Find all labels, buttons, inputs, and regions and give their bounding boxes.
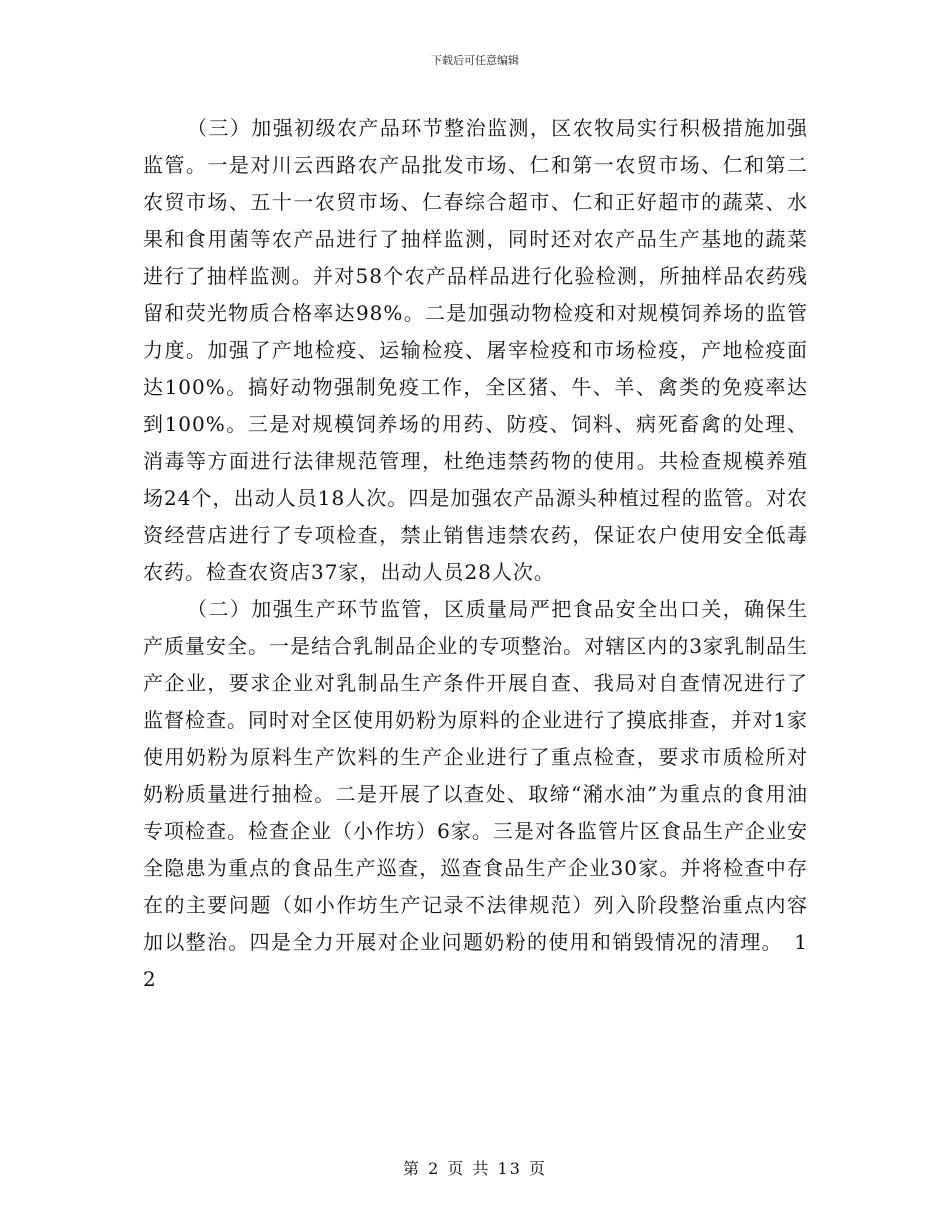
paragraph-production: （二）加强生产环节监管，区质量局严把食品安全出口关，确保生产质量安全。一是结合乳制品企业的专项整治。对辖区内的3家乳制品生产企业，要求企业对乳制品生产条件开展自查、我局对自查情况进行了监督检查。同时对全区使用奶粉为原料的企业进行了摸底排查，并对1家使用奶粉为原料生产饮料的生产企业进行了重点检查，要求市质检所对奶粉质量进行抽检。二是开展了以查处、取缔“潲水油”为重点的食用油专项检查。检查企业（小作坊）6家。三是对各监管片区食品生产企业安全隐患为重点的食品生产巡查，巡查食品生产企业30家。并将检查中存在的主要问题（如小作坊生产记录不法律规范）列入阶段整治重点内容加以整治。四是全力开展对企业问题奶粉的使用和销毁情况的清理。 1 2 <box>143 597 850 991</box>
page-header: 下载后可任意编辑 <box>431 54 519 67</box>
paragraph-agriculture: （三）加强初级农产品环节整治监测，区农牧局实行积极措施加强监管。一是对川云西路农产品批发市场、仁和第一农贸市场、仁和第二农贸市场、五十一农贸市场、仁春综合超市、仁和正好超市的蔬菜、水果和食用菌等农产品进行了抽样监测，同时还对农产品生产基地的蔬菜进行了抽样监测。并对58个农产品样品进行化验检测，所抽样品农药残留和荧光物质合格率达98%。二是加强动物检疫和对规模饲养场的监管力度。加强了产地检疫、运输检疫、屠宰检疫和市场检疫，产地检疫面达100%。搞好动物强制免疫工作，全区猪、牛、羊、禽类的免疫率达到100%。三是对规模饲养场的用药、防疫、饲料、病死畜禽的处理、消毒等方面进行法律规范管理，杜绝违禁药物的使用。共检查规模养殖场24个，出动人员18人次。四是加强农产品源头种植过程的监管。对农资经营店进行了专项检查，禁止销售违禁农药，保证农户使用安全低毒农药。检查农资店37家，出动人员28人次。 <box>143 116 808 584</box>
document-body <box>143 110 850 998</box>
page-footer: 第 2 页 共 13 页 <box>403 1159 547 1178</box>
